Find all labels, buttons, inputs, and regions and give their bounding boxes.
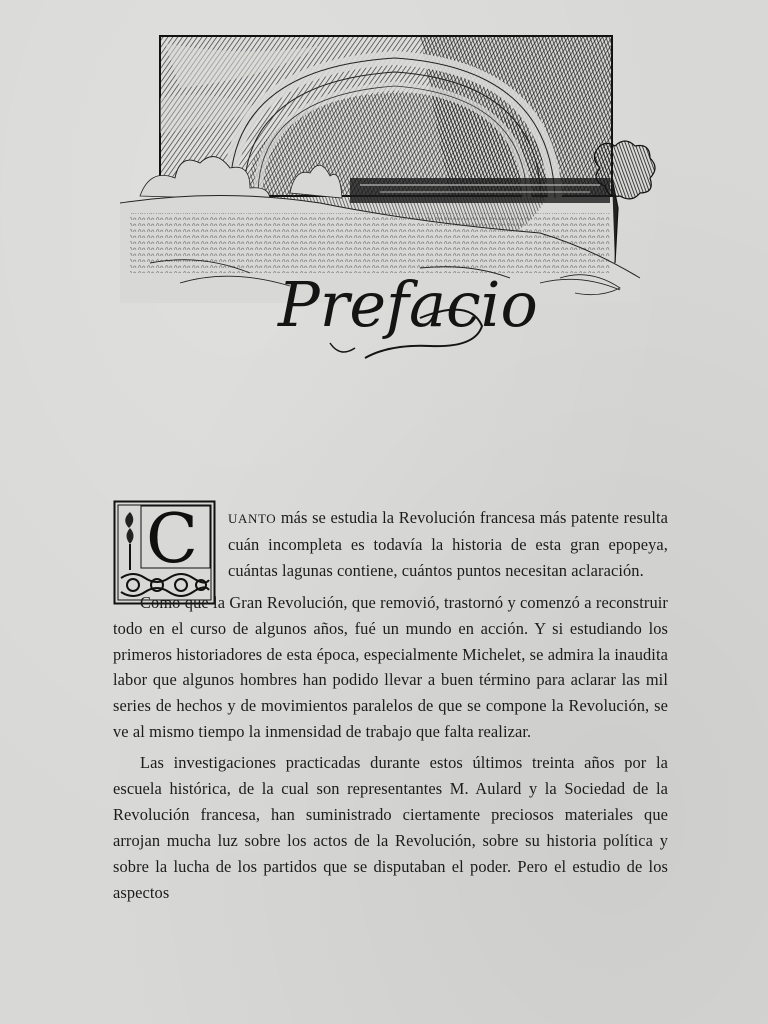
title-text: Prefacio (278, 268, 538, 341)
paragraph-1-text: más se estudia la Revolución francesa más patente resulta cuán incompleta es todavía la historia de esta gran epopeya, cuántas lagunas contiene, cuántos puntos necesitan aclaración. (228, 508, 668, 580)
dropcap-letter: C (146, 500, 199, 579)
paragraph-2: Como que la Gran Revolución, que removió, trastornó y comenzó a reconstruir todo en el curso de algunos años, fué un mundo en acción. Y si estudiando los primeros historiadores de esta época, especialmente Michelet, se admira la inaudita labor que algunos hombres han podido llevar a buen término para aclarar las mil series de hechos y de movimientos paralelos de que se compone la Revolución, se ve al mismo tiempo la inmensidad de trabajo que falta realizar. (113, 592, 668, 742)
paragraph-1 (113, 505, 668, 584)
paragraph-3: Las investigaciones practicadas durante estos últimos treinta años por la escuela histórica, de la cual son representantes M. Aulard y la Sociedad de la Revolución francesa, han suministrado ciertamente preciosos materiales que arrojan mucha luz sobre los actos de la Revolución, sobre su historia política y sobre la lucha de los partidos que se disputaban el poder. Pero el estudio de los aspectos (113, 753, 668, 902)
first-word-small-caps: UANTO (228, 511, 277, 526)
title-calligraphy (270, 248, 538, 368)
body-text (113, 505, 668, 906)
